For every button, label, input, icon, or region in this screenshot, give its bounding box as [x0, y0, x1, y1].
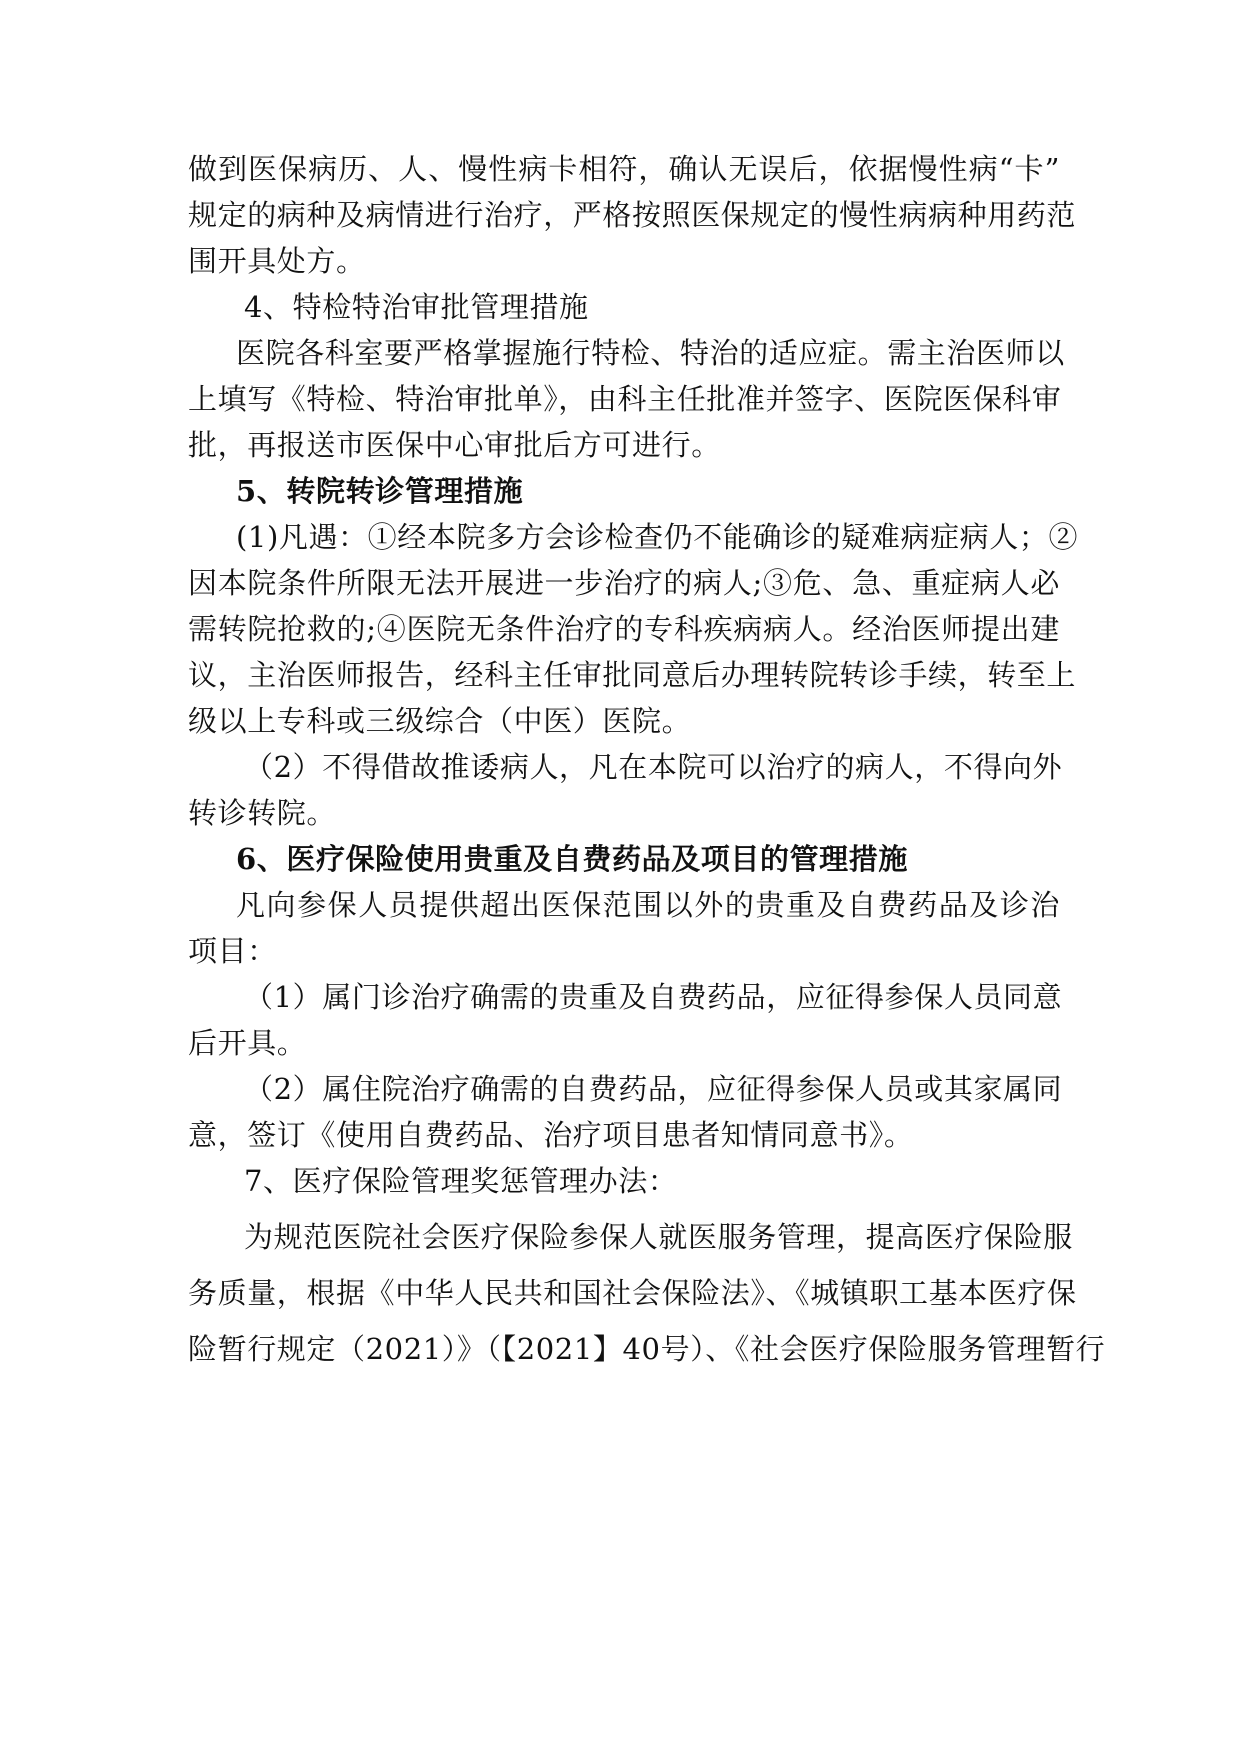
- section-heading-7: 7、医疗保险管理奖惩管理办法：: [244, 1164, 678, 1198]
- paragraph-line: （2）属住院治疗确需的自费药品，应征得参保人员或其家属同: [244, 1072, 1063, 1106]
- paragraph-line: 因本院条件所限无法开展进一步治疗的病人;③危、急、重症病人必: [188, 566, 1060, 600]
- paragraph-line: 医院各科室要严格掌握施行特检、特治的适应症。需主治医师以: [236, 336, 1065, 370]
- paragraph-line: 项目：: [188, 934, 277, 968]
- paragraph-line: 务质量，根据《中华人民共和国社会保险法》、《城镇职工基本医疗保: [188, 1276, 1077, 1310]
- paragraph-line: 为规范医院社会医疗保险参保人就医服务管理，提高医疗保险服: [244, 1220, 1073, 1254]
- paragraph-line: 后开具。: [188, 1026, 307, 1060]
- paragraph-line: 上填写《特检、特治审批单》，由科主任批准并签字、医院医保科审: [188, 382, 1062, 416]
- paragraph-line: 转诊转院。: [188, 796, 337, 830]
- section-heading-6: 6、医疗保险使用贵重及自费药品及项目的管理措施: [236, 842, 908, 876]
- paragraph-line: （2）不得借故推诿病人，凡在本院可以治疗的病人，不得向外: [244, 750, 1063, 784]
- paragraph-line: 意，签订《使用自费药品、治疗项目患者知情同意书》。: [188, 1118, 914, 1152]
- paragraph-line: 规定的病种及病情进行治疗，严格按照医保规定的慢性病病种用药范: [188, 198, 1077, 232]
- paragraph-line: （1）属门诊治疗确需的贵重及自费药品，应征得参保人员同意: [244, 980, 1063, 1014]
- paragraph-line: 做到医保病历、人、慢性病卡相符，确认无误后，依据慢性病“卡”: [188, 152, 1060, 186]
- paragraph-line: 议，主治医师报告，经科主任审批同意后办理转院转诊手续，转至上: [188, 658, 1077, 692]
- paragraph-line: 需转院抢救的;④医院无条件治疗的专科疾病病人。经治医师提出建: [188, 612, 1060, 646]
- paragraph-line: 批，再报送市医保中心审批后方可进行。: [188, 428, 721, 462]
- paragraph-line: (1)凡遇：①经本院多方会诊检查仍不能确诊的疑难病症病人；②: [236, 520, 1079, 554]
- section-heading-5: 5、转院转诊管理措施: [236, 474, 524, 508]
- paragraph-line: 险暂行规定（2021）》（【2021】40号）、《社会医疗保险服务管理暂行: [188, 1332, 1106, 1366]
- paragraph-line: 围开具处方。: [188, 244, 366, 278]
- paragraph-line: 级以上专科或三级综合（中医）医院。: [188, 704, 692, 738]
- paragraph-line: 凡向参保人员提供超出医保范围以外的贵重及自费药品及诊治: [236, 888, 1060, 922]
- section-heading-4: 4、特检特治审批管理措施: [244, 290, 589, 324]
